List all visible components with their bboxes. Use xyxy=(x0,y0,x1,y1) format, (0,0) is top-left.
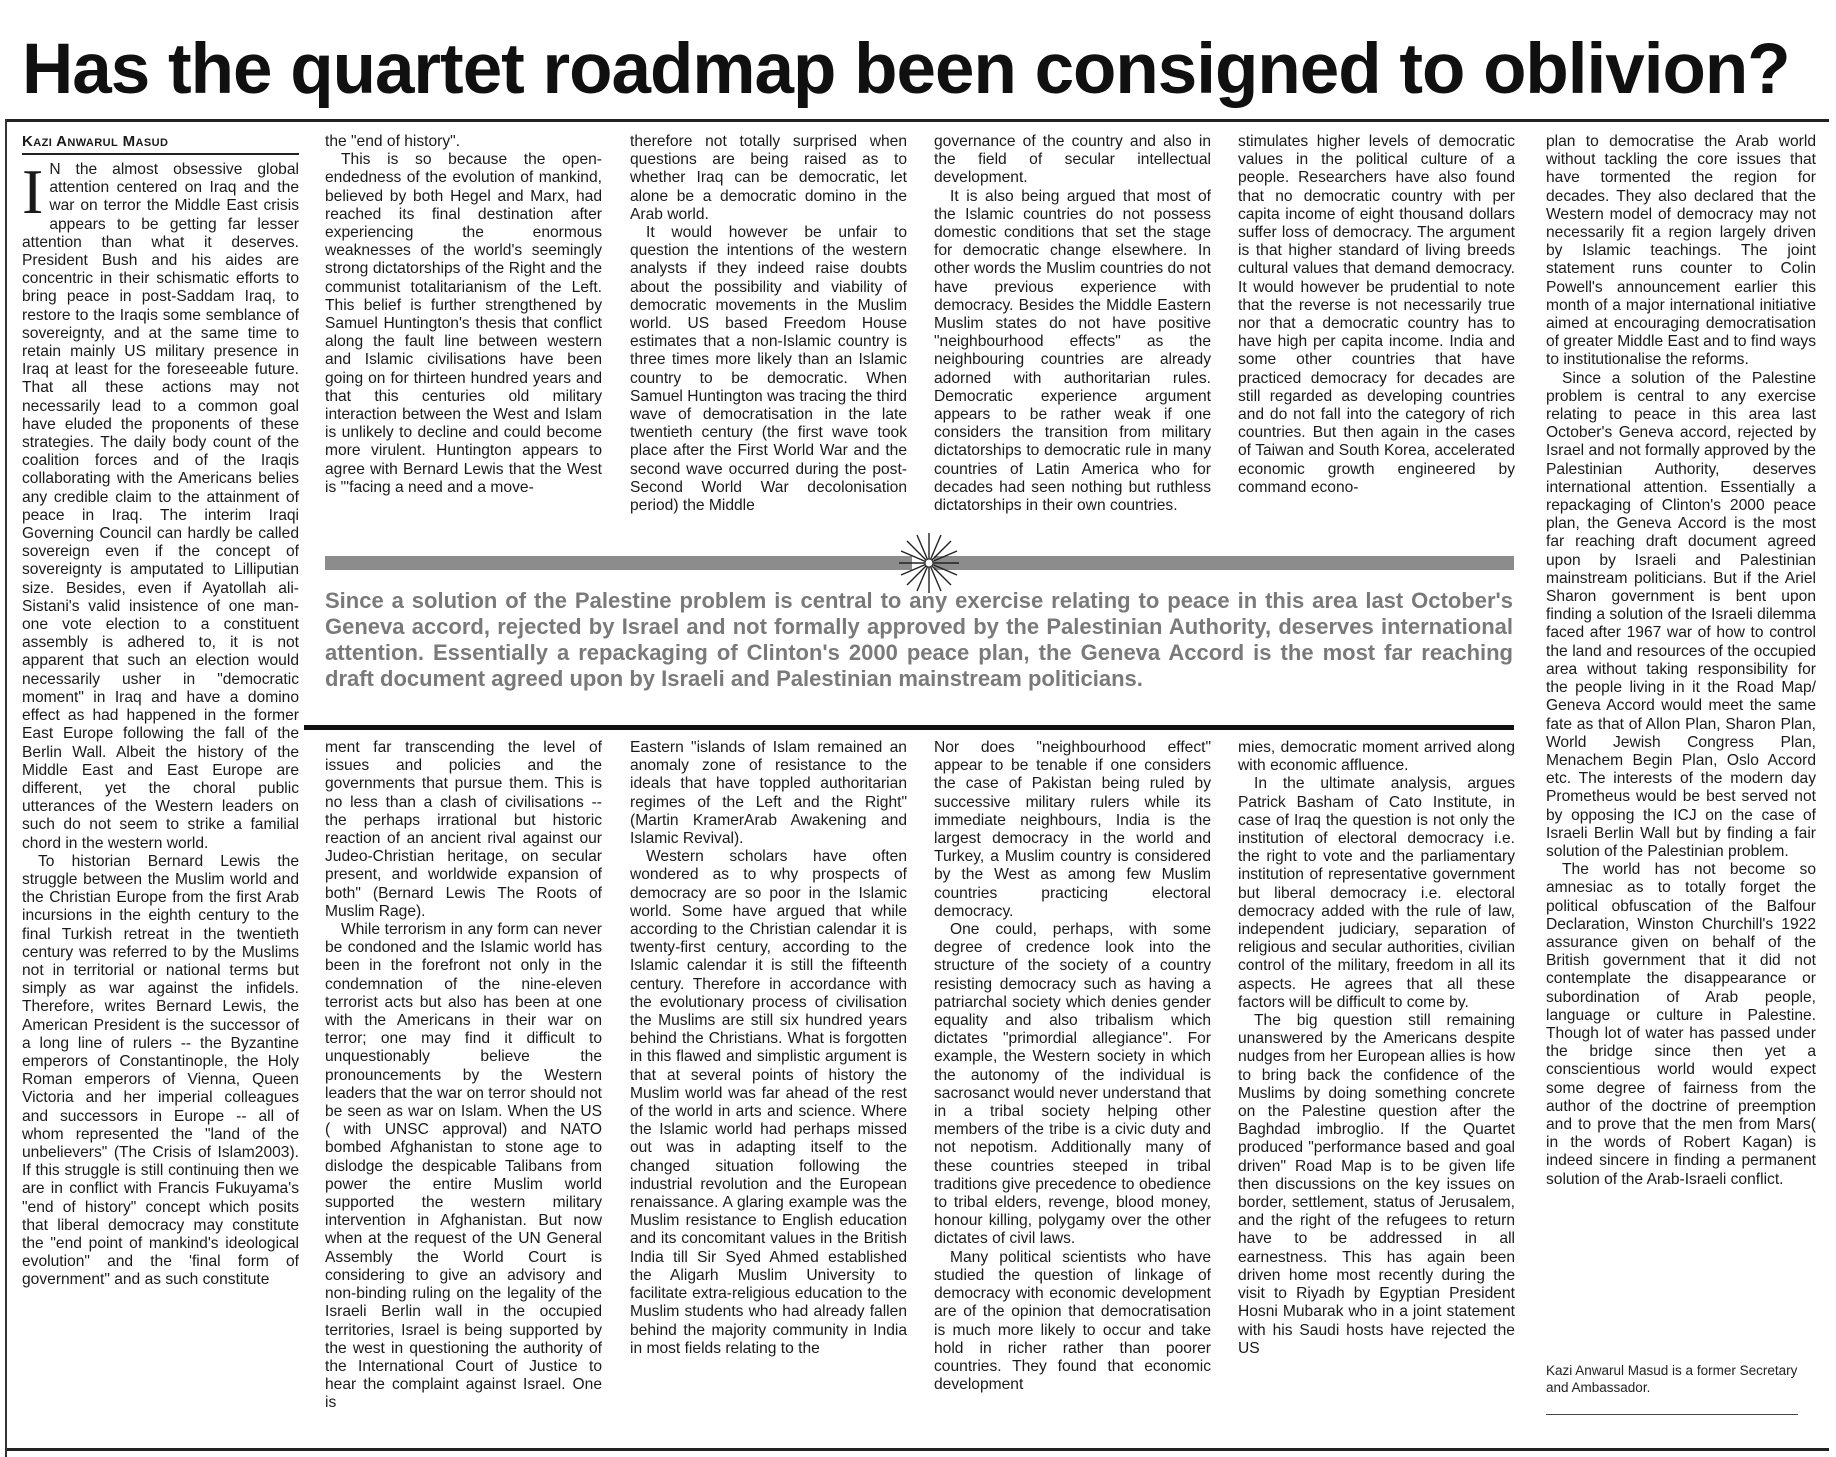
headline-rule xyxy=(7,119,1829,122)
article-paragraph: therefore not totally surprised when questions are being raised as to whether Iraq can be democratic, let alone be a democratic domino in the Arab world. xyxy=(630,133,907,223)
column-4-bottom xyxy=(934,739,1211,1443)
article-paragraph: One could, perhaps, with some degree of credence look into the structure of the society of a country resisting democracy such as having a patriarchal society which denies gender equality and also tribalism which dictates "primordial allegiance". For example, the Western society in which the autonomy of the individual is sacrosanct would never understand that in a tribal society helping other members of the tribe is a civic duty and not nepotism. Additionally many of these countries steeped in tribal traditions give precedence to obedience to tribal elders, revenge, blood money, honour killing, polygamy over the other dictates of civil laws. xyxy=(934,921,1211,1248)
article-paragraph: The world has not become so amnesiac as to totally forget the political obfuscation of the Balfour Declaration, Winston Churchill's 1922 assurance given on behalf of the British government that it did not contemplate the disappearance or subordination of Arab people, language or culture in Palestine. Though lot of water has passed under the bridge since then yet a conscientious world would expect some degree of fairness from the author of the doctrine of preemption and to prove that the men from Mars( in the words of Robert Kagan) is indeed sincere in finding a permanent solution of the Arab-Israeli conflict. xyxy=(1546,861,1816,1188)
column-6 xyxy=(1546,133,1816,1355)
starburst-ornament xyxy=(897,531,961,595)
article-paragraph: Western scholars have often wondered as to why prospects of democracy are so poor in the Islamic world. Some have argued that while according to the Christian calendar it is twenty-first century, according to the Islamic calendar it is still the fifteenth century. Therefore in accordance with the evolutionary process of civilisation the Muslims are still six hundred years behind the Christians. What is forgotten in this flawed and simplistic argument is that at several points of history the Muslim world was far ahead of the rest of the world in arts and science. Where the Islamic world had perhaps missed out was in adapting itself to the changed situation following the industrial revolution and the European renaissance. A glaring example was the Muslim resistance to English education and its concomitant values in the British India till Sir Syed Ahmed established the Aligarh Muslim University to facilitate extra-religious education to the Muslim students who had already fallen behind the majority community in India in most fields relating to the xyxy=(630,848,907,1357)
headline: Has the quartet roadmap been consigned to oblivion? xyxy=(22,30,1790,109)
section-rule xyxy=(304,725,1514,730)
author-note: Kazi Anwarul Masud is a former Secretary and Ambassador. xyxy=(1546,1363,1798,1395)
article-paragraph: The big question still remaining unanswered by the Americans despite nudges from her European allies is how to bring back the confidence of the Muslims by doing something concrete on the Palestine question after the Baghdad imbroglio. If the Quartet produced "performance based and goal driven" Road Map is to be given life then discussions on the key issues on border, settlement, status of Jerusalem, and the right of the refugees to return have to be addressed in all earnestness. This has again been driven home most recently during the visit to Riyadh by Egyptian President Hosni Mubarak who in a joint statement with his Saudi hosts have rejected the US xyxy=(1238,1012,1515,1357)
article-paragraph: the "end of history". xyxy=(325,133,461,150)
article-paragraph: governance of the country and also in the field of secular intellectual development. xyxy=(934,133,1211,187)
article-paragraph: While terrorism in any form can never be condoned and the Islamic world has been in the forefront not only in the condemnation of the nine-eleven terrorist acts but also has been at one with the Americans in their war on terror; one may find it difficult to unquestionably believe the pronouncements by the Western leaders that the war on terror should not be seen as war on Islam. When the US ( with UNSC approval) and NATO bombed Afghanistan to stone age to dislodge the despicable Talibans from power the entire Muslim world supported the western military intervention in Afghanistan. But now when at the request of the UN General Assembly the World Court is considering to give an advisory and non-binding ruling on the legality of the Israeli Berlin wall in the occupied territories, Israel is being supported by the west in questioning the authority of the International Court of Justice to hear the complaint against Israel. One is xyxy=(325,921,602,1412)
pull-quote-rule-left xyxy=(325,556,912,570)
column-2-bottom xyxy=(325,739,602,1443)
article-paragraph: I N the almost obsessive global attention centered on Iraq and the war on terror the Middle East crisis appears to be getting far lesser attention than what it deserves. President Bush and his aides are concentric in their schismatic efforts to bring peace in post-Saddam Iraq, to restore to the Iraqis some semblance of sovereignty, and at the same time to retain mainly US military presence in Iraq at least for the foreseeable future. That all these actions may not necessarily lead to a common goal have eluded the proponents of these strategies. The daily body count of the coalition forces and of the Iraqis collaborating with the Americans belies any credible claim to the attainment of peace in Iraq. The interim Iraqi Governing Council can hardly be called sovereign even if the concept of sovereignty is amputated to Lilliputian size. Besides, even if Ayatollah ali-Sistani's valid insistence of one man-one vote election to a constituent assembly is adhered to, it is not apparent that such an election would necessarily usher in "democratic moment" in Iraq and have a domino effect as had happened in the former East Europe following the fall of the Berlin Wall. Albeit the history of the Middle East and East Europe are different, yet the choral public utterances of the Western leaders on such do not seem to strike a familial chord in the western world. xyxy=(22,156,299,852)
column-4-top xyxy=(934,133,1211,555)
article-paragraph: To historian Bernard Lewis the struggle between the Muslim world and the Christian Europe from the first Arab incursions in the eighth century to the final Turkish retreat in the twentieth century was referred to by the Muslims not in territorial or national terms but simply as war against the infidels. Therefore, writes Bernard Lewis, the American President is the successor of a long line of rulers -- the Byzantine emperors of Constantinople, the Holy Roman emperors of Vienna, Queen Victoria and her imperial colleagues and successors in Europe -- all of whom represented the "land of the unbelievers" (The Crisis of Islam2003). If this struggle is still continuing then we are in conflict with Francis Fukuyama's "end of history" concept which posits that liberal democracy may constitute the "end point of mankind's ideological evolution" and the 'final form of government" and as such constitute xyxy=(22,852,299,1289)
article-paragraph: Since a solution of the Palestine problem is central to any exercise relating to peace in this area last October's Geneva accord, rejected by Israel and not formally approved by the Palestinian Authority, deserves international attention. Essentially a repackaging of Clinton's 2000 peace plan, the Geneva Accord is the most far reaching draft document agreed upon by Israeli and Palestinian mainstream politicians. But if the Ariel Sharon government is bent upon finding a solution of the Israeli dilemma faced after 1967 war of how to control the land and resources of the occupied area without taking responsibility for the people living in it the Road Map/ Geneva Accord would meet the same fate as that of Allon Plan, Sharon Plan, World Jewish Congress Plan, Menachem Begin Plan, Oslo Accord etc. The interests of the modern day Prometheus would be best served not by opposing the ICJ on the case of Israeli Berlin Wall but by finding a fair solution of the Palestinian problem. xyxy=(1546,369,1816,860)
article-paragraph: It is also being argued that most of the Islamic countries do not possess domestic conditions that set the stage for democratic change elsewhere. In other words the Muslim countries do not have previous experience with democracy. Besides the Middle Eastern Muslim states do not have positive "neighbourhood effects" as the neighbouring countries are already adorned with authoritarian rules. Democratic experience argument appears to be rather weak if one considers the transition from military dictatorships to democratic rule in many countries of Latin America who for decades had seen nothing but ruthless dictatorships in their own countries. xyxy=(934,187,1211,515)
pull-quote-rule-right xyxy=(934,556,1514,570)
article-paragraph: It would however be unfair to question the intentions of the western analysts if they indeed raise doubts about the possibility and viability of democratic movements in the Muslim world. US based Freedom House estimates that a non-Islamic country is three times more likely than an Islamic country to be democratic. When Samuel Huntington was tracing the third wave of democratisation in the late twentieth century (the first wave took place after the First World War and the second wave occurred during the post-Second World War decolonisation period) the Middle xyxy=(630,224,907,515)
article-paragraph: Nor does "neighbourhood effect" appear to be tenable if one considers the case of Pakistan being ruled by successive military rulers while its immediate neighbours, India is the largest democracy in the world and Turkey, a Muslim country is considered by the West as among few Muslim countries practicing electoral democracy. xyxy=(934,739,1211,920)
column-3-bottom xyxy=(630,739,907,1443)
column-3-top xyxy=(630,133,907,555)
article-paragraph: Many political scientists who have studied the question of linkage of democracy with economic development are of the opinion that democratisation is much more likely to occur and take hold in richer rather than poorer countries. They found that economic development xyxy=(934,1248,1211,1394)
bottom-rule xyxy=(7,1448,1829,1451)
article-paragraph: This is so because the open-endedness of the evolution of mankind, believed by both Hegel and Marx, had reached its final destination after experiencing the enormous weaknesses of the world's seemingly strong dictatorships of the Right and the communist totalitarianism of the Left. This belief is further strengthened by Samuel Huntington's thesis that conflict along the fault line between western and Islamic civilisations have been going on for thirteen hundred years and that this centuries old military interaction between the West and Islam is unlikely to decline and could become more virulent. Huntington appears to agree with Bernard Lewis that the West is "'facing a need and a move- xyxy=(325,151,602,496)
article-paragraph: Eastern "islands of Islam remained an anomaly zone of resistance to the ideals that have toppled authoritarian regimes of the Left and the Right" (Martin KramerArab Awakening and Islamic Revival). xyxy=(630,739,907,848)
column-5-bottom xyxy=(1238,739,1515,1443)
article-paragraph: In the ultimate analysis, argues Patrick Basham of Cato Institute, in case of Iraq the question is not only the institution of electoral democracy i.e. the right to vote and the parliamentary institution of representative government but liberal democracy i.e. electoral democracy added with the rule of law, independent judiciary, separation of religious and secular authorities, civilian control of the military, freedom in all its aspects. He agrees that all these factors will be difficult to come by. xyxy=(1238,775,1515,1011)
pull-quote: Since a solution of the Palestine problem is central to any exercise relating to peace in this area last October's Geneva accord, rejected by Israel and not formally approved by the Palestinian Authority, deserves international attention. Essentially a repackaging of Clinton's 2000 peace plan, the Geneva Accord is the most far reaching draft document agreed upon by Israeli and Palestinian mainstream politicians. xyxy=(325,588,1513,691)
author-note-rule xyxy=(1546,1414,1798,1415)
left-border xyxy=(5,119,7,1457)
column-1 xyxy=(22,133,299,1443)
drop-cap: I xyxy=(22,156,44,227)
column-5-top xyxy=(1238,133,1515,555)
article-paragraph: ment far transcending the level of issues and policies and the governments that pursue them. This is no less than a clash of civilisations -- the perhaps irrational but historic reaction of an ancient rival against our Judeo-Christian heritage, on secular present, and worldwide expansion of both" (Bernard Lewis The Roots of Muslim Rage). xyxy=(325,739,602,920)
byline: Kazi Anwarul Masud xyxy=(22,133,299,155)
column-2-top xyxy=(325,133,602,555)
article-paragraph: plan to democratise the Arab world without tackling the core issues that have tormented the region for decades. They also declared that the Western model of democracy may not necessarily fit a region largely driven by Islamic teachings. The joint statement runs counter to Colin Powell's announcement earlier this month of a major international initiative aimed at encouraging democratisation of greater Middle East and to find ways to institutionalise the reforms. xyxy=(1546,133,1816,369)
article-paragraph: stimulates higher levels of democratic values in the political culture of a people. Researchers have also found that no democratic country with per capita income of eight thousand dollars suffer loss of democracy. The argument is that higher standard of living breeds cultural values that demand democracy. It would however be prudential to note that the reverse is not necessarily true nor that a democratic country has to have high per capita income. India and some other countries that have practiced democracy for decades are still regarded as developing countries and do not fall into the category of rich countries. But then again in the cases of Taiwan and South Korea, accelerated economic growth engineered by command econo- xyxy=(1238,133,1515,496)
article-paragraph: mies, democratic moment arrived along with economic affluence. xyxy=(1238,739,1515,775)
